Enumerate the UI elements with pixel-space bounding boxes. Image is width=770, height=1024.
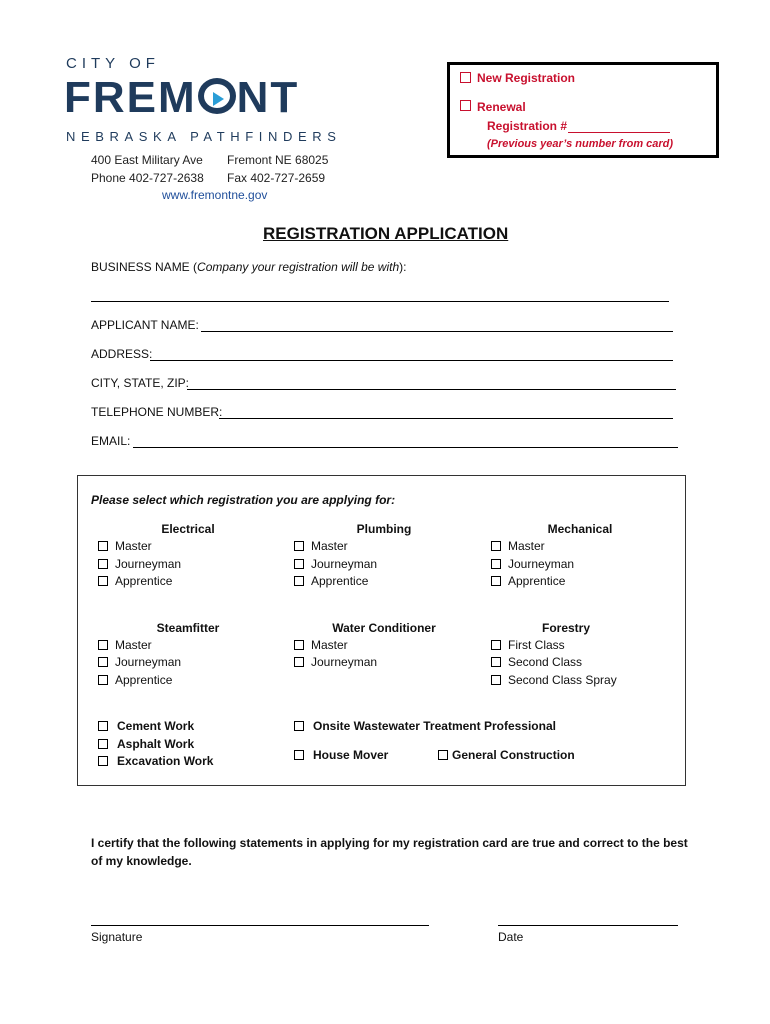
address-phone: Phone 402-727-2638	[91, 171, 204, 185]
general-construction-option[interactable]: General Construction	[438, 748, 575, 762]
mechanical-heading: Mechanical	[547, 522, 613, 536]
website-link[interactable]: www.fremontne.gov	[162, 188, 268, 202]
plumbing-heading: Plumbing	[356, 522, 412, 536]
telephone-field[interactable]	[219, 418, 673, 419]
checkbox[interactable]	[491, 559, 501, 569]
signature-label: Signature	[91, 930, 143, 944]
checkbox[interactable]	[294, 657, 304, 667]
new-registration-label: New Registration	[477, 71, 576, 85]
logo-fremont-left: FREM	[64, 73, 197, 122]
water-conditioner-heading: Water Conditioner	[332, 621, 436, 635]
registration-number-label: Registration #	[487, 119, 568, 133]
onsite-wastewater-option[interactable]: Onsite Wastewater Treatment Professional	[294, 719, 556, 733]
checkbox[interactable]	[98, 756, 108, 766]
applicant-name-label: APPLICANT NAME:	[91, 318, 199, 332]
date-field[interactable]	[498, 925, 678, 926]
water-conditioner-master-option[interactable]: Master	[294, 638, 348, 652]
date-label: Date	[498, 930, 524, 944]
steamfitter-apprentice-option[interactable]: Apprentice	[98, 673, 172, 687]
checkbox[interactable]	[294, 559, 304, 569]
renewal-checkbox[interactable]	[460, 100, 471, 111]
electrical-journeyman-option[interactable]: Journeyman	[98, 557, 181, 571]
telephone-label: TELEPHONE NUMBER:	[91, 405, 223, 419]
city-state-zip-label: CITY, STATE, ZIP:	[91, 376, 190, 390]
address-label: ADDRESS:	[91, 347, 153, 361]
previous-number-note: (Previous year’s number from card)	[487, 138, 674, 150]
checkbox[interactable]	[294, 541, 304, 551]
checkbox[interactable]	[294, 576, 304, 586]
checkbox[interactable]	[98, 576, 108, 586]
plumbing-apprentice-option[interactable]: Apprentice	[294, 574, 368, 588]
page-title: REGISTRATION APPLICATION	[263, 224, 509, 243]
asphalt-work-option[interactable]: Asphalt Work	[98, 737, 194, 751]
forestry-first-class-option[interactable]: First Class	[491, 638, 565, 652]
mechanical-journeyman-option[interactable]: Journeyman	[491, 557, 574, 571]
plumbing-master-option[interactable]: Master	[294, 539, 348, 553]
checkbox[interactable]	[98, 657, 108, 667]
checkbox[interactable]	[98, 559, 108, 569]
steamfitter-heading: Steamfitter	[156, 621, 220, 635]
cement-work-option[interactable]: Cement Work	[98, 719, 194, 733]
checkbox[interactable]	[491, 657, 501, 667]
logo-tagline: NEBRASKA PATHFINDERS	[66, 129, 342, 144]
checkbox[interactable]	[491, 675, 501, 685]
mechanical-master-option[interactable]: Master	[491, 539, 545, 553]
address-fax: Fax 402-727-2659	[227, 171, 326, 185]
logo-city-of: CITY OF	[66, 55, 160, 72]
forestry-second-class-spray-option[interactable]: Second Class Spray	[491, 673, 617, 687]
address-city: Fremont NE 68025	[227, 153, 329, 167]
logo-fremont-right: NT	[236, 73, 300, 122]
checkbox[interactable]	[98, 721, 108, 731]
address-street: 400 East Military Ave	[91, 153, 203, 167]
steamfitter-journeyman-option[interactable]: Journeyman	[98, 655, 181, 669]
certification-statement: I certify that the following statements in applying for my registration card are true and correct to the best of my knowledge.	[91, 836, 688, 868]
checkbox[interactable]	[491, 541, 501, 551]
checkbox[interactable]	[294, 721, 304, 731]
email-label: EMAIL:	[91, 434, 131, 448]
new-registration-checkbox[interactable]	[460, 72, 471, 83]
business-name-field[interactable]	[91, 301, 669, 302]
address-field[interactable]	[150, 360, 673, 361]
logo-compass-icon	[198, 78, 236, 114]
excavation-work-option[interactable]: Excavation Work	[98, 754, 213, 768]
checkbox[interactable]	[98, 640, 108, 650]
business-name-label: BUSINESS NAME (Company your registration will be with):	[91, 260, 407, 274]
city-state-zip-field[interactable]	[187, 389, 676, 390]
registration-number-field[interactable]	[568, 132, 670, 133]
steamfitter-master-option[interactable]: Master	[98, 638, 152, 652]
checkbox[interactable]	[98, 541, 108, 551]
checkbox[interactable]	[491, 640, 501, 650]
renewal-label: Renewal	[477, 100, 526, 114]
house-mover-option[interactable]: House Mover	[294, 748, 388, 762]
email-field[interactable]	[133, 447, 678, 448]
electrical-master-option[interactable]: Master	[98, 539, 152, 553]
checkbox[interactable]	[438, 750, 448, 760]
forestry-heading: Forestry	[541, 621, 591, 635]
electrical-heading: Electrical	[161, 522, 215, 536]
water-conditioner-journeyman-option[interactable]: Journeyman	[294, 655, 377, 669]
logo-fremont	[64, 73, 300, 122]
mechanical-apprentice-option[interactable]: Apprentice	[491, 574, 565, 588]
signature-field[interactable]	[91, 925, 429, 926]
selection-prompt: Please select which registration you are applying for:	[91, 493, 396, 507]
checkbox[interactable]	[294, 640, 304, 650]
plumbing-journeyman-option[interactable]: Journeyman	[294, 557, 377, 571]
checkbox[interactable]	[491, 576, 501, 586]
checkbox[interactable]	[294, 750, 304, 760]
checkbox[interactable]	[98, 739, 108, 749]
checkbox[interactable]	[98, 675, 108, 685]
applicant-name-field[interactable]	[201, 331, 673, 332]
electrical-apprentice-option[interactable]: Apprentice	[98, 574, 172, 588]
forestry-second-class-option[interactable]: Second Class	[491, 655, 582, 669]
